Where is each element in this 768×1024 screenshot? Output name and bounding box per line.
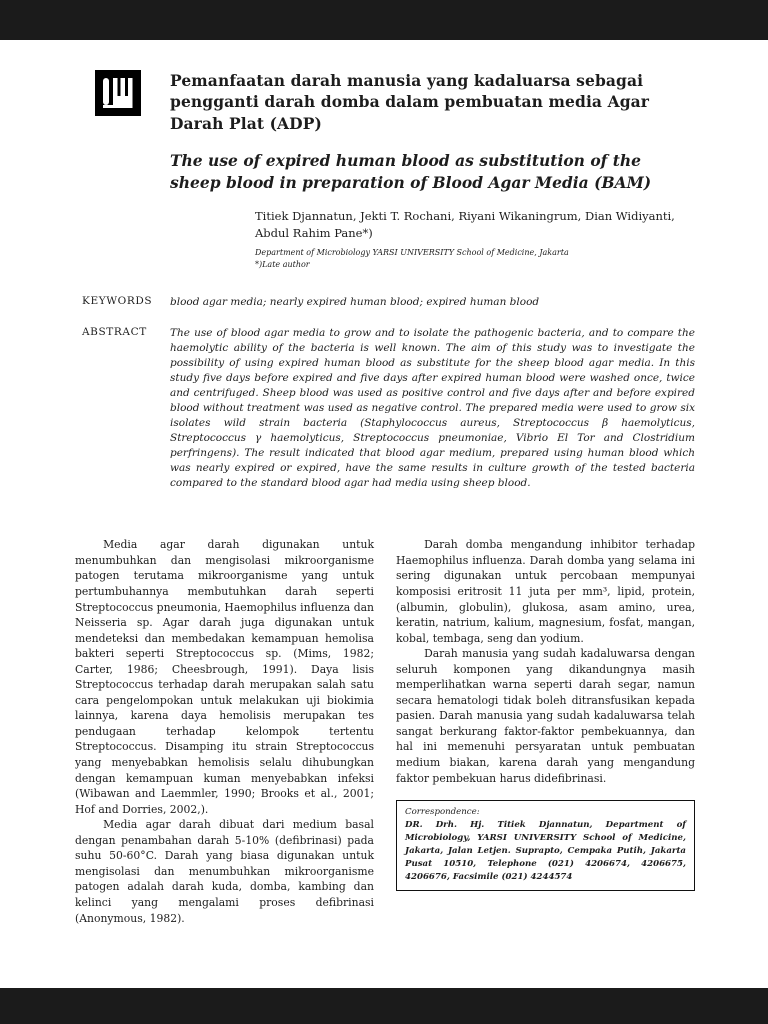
late-author-note: *)Late author	[255, 260, 310, 270]
authors-block	[255, 208, 695, 272]
abstract-label: ABSTRACT	[82, 326, 147, 339]
abstract-text: The use of blood agar media to grow and to isolate the pathogenic bacteria, and to compare the haemolytic ability of the bacteria is well known. The aim of this study was to investigate the possibility of using expired human blood as substitute for the sheep blood agar media. In this study five days before expired and five days after expired human blood were washed once, twice and centrifuged. Sheep blood was used as positive control and five days after and before expired blood without treatment was used as negative control. The prepared media were used to grow six isolates wild strain bacteria (Staphylococcus aureus, Streptococcus β haemolyticus, Streptococcus γ haemolyticus, Streptococcus pneumoniae, Vibrio El Tor and Clostridium perfringens). The result indicated that blood agar medium, prepared using human blood which was nearly expired or expired, have the same results in culture growth of the tested bacteria compared to the standard blood agar had media using sheep blood.	[170, 327, 695, 490]
authors: Titiek Djannatun, Jekti T. Rochani, Riyani Wikaningrum, Dian Widiyanti, Abdul Rahim Pane*)	[255, 208, 675, 241]
article-title-english: The use of expired human blood as substitution of the sheep blood in preparation of Blood Agar Media (BAM)	[170, 151, 652, 192]
correspondence-box	[396, 800, 695, 891]
keywords-label: KEYWORDS	[82, 295, 153, 308]
body-column-right	[396, 537, 695, 926]
paper-header	[75, 70, 695, 193]
viewer-bottom-bar	[0, 988, 768, 1024]
body-columns	[75, 537, 695, 926]
body-paragraph: Media agar darah dibuat dari medium basal dengan penambahan darah 5-10% (defibrinasi) pada suhu 50-60°C. Darah yang biasa digunakan untuk mengisolasi dan menumbuhkan mikroorganisme patogen adalah darah kuda, domba, kambing dan kelinci yang mengalami proses defibrinasi (Anonymous, 1982).	[75, 818, 374, 925]
body-paragraph: Darah domba mengandung inhibitor terhadap Haemophilus influenza. Darah domba yang selama ini sering digunakan untuk percobaan mempunyai komposisi eritrosit 11 juta per mm³, lipid, protein, (albumin, globulin), glukosa, asam amino, urea, keratin, natrium, kalium, magnesium, fosfat, mangan, kobal, tembaga, seng dan yodium.	[396, 538, 695, 645]
journal-logo-icon	[95, 70, 141, 116]
body-paragraph: Darah manusia yang sudah kadaluwarsa dengan seluruh komponen yang dikandungnya masih memperlihatkan warna seperti darah segar, namun secara hematologi tidak boleh ditransfusikan kepada pasien. Darah manusia yang sudah kadaluwarsa telah sangat berkurang faktor-faktor pembekuannya, dan hal ini memenuhi persyaratan untuk pembuatan medium biakan, karena darah yang mengandung faktor pembekuan harus didefibrinasi.	[396, 647, 695, 785]
correspondence-label: Correspondence:	[405, 807, 480, 818]
body-column-left	[75, 537, 374, 926]
abstract-row	[75, 326, 695, 491]
paper-page	[0, 40, 768, 988]
keywords-row	[75, 295, 695, 310]
viewer-top-bar	[0, 0, 768, 40]
body-paragraph: Media agar darah digunakan untuk menumbuhkan dan mengisolasi mikroorganisme patogen terutama mikroorganisme yang untuk pertumbuhannya membutuhkan darah seperti Streptococcus pneumonia, Haemophilus influenza dan Neisseria sp. Agar darah juga digunakan untuk mendeteksi dan membedakan kemampuan hemolisa bakteri seperti Streptococcus sp. (Mims, 1982; Carter, 1986; Cheesbrough, 1991). Daya lisis Streptococcus terhadap darah merupakan salah satu cara pengelompokan untuk melakukan uji biokimia lainnya, karena daya hemolisis merupakan tes pendugaan terhadap kelompok tertentu Streptococcus. Disamping itu strain Streptococcus yang menyebabkan hemolisis selalu dihubungkan dengan kemampuan kuman menyebabkan infeksi (Wibawan and Laemmler, 1990; Brooks et al., 2001; Hof and Dorries, 2002,).	[75, 538, 374, 816]
article-title-indonesian: Pemanfaatan darah manusia yang kadaluarsa sebagai pengganti darah domba dalam pembuatan media Agar Darah Plat (ADP)	[170, 71, 650, 133]
keywords-text: blood agar media; nearly expired human blood; expired human blood	[170, 296, 540, 309]
affiliation: Department of Microbiology YARSI UNIVERSITY School of Medicine, Jakarta	[255, 248, 569, 258]
correspondence-text: DR. Drh. Hj. Titiek Djannatun, Department of Microbiology, YARSI UNIVERSITY School of Medicine, Jakarta, Jalan Letjen. Suprapto, Cempaka Putih, Jakarta Pusat 10510, Telephone (021) 4206674, 4206675, 4206676, Facsimile (021) 4244574	[405, 820, 686, 882]
title-block	[170, 70, 685, 193]
